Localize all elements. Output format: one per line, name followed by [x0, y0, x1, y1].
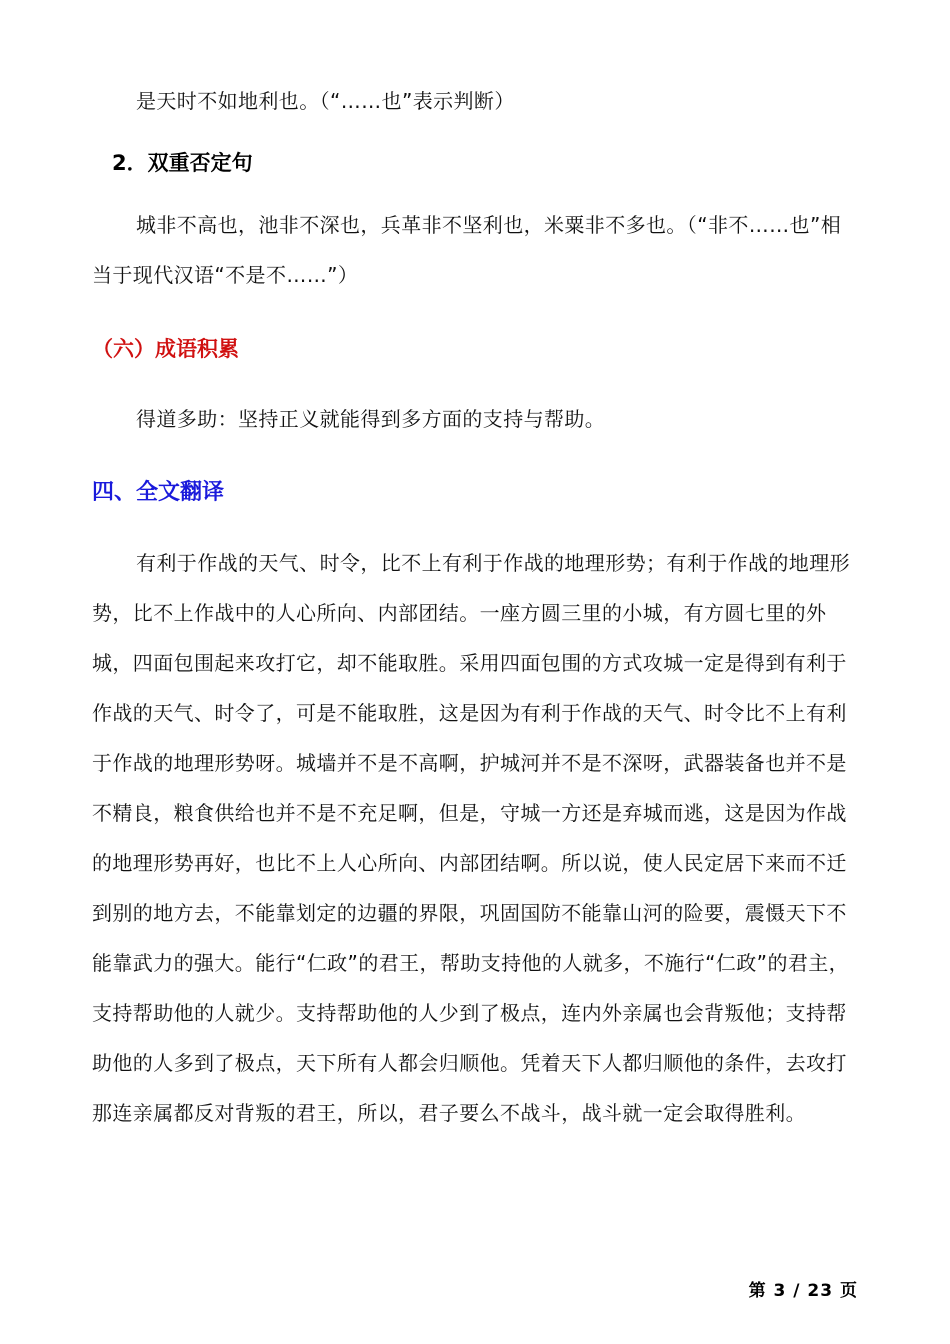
page-number-current: 3 — [773, 1281, 787, 1301]
page-number-suffix: 页 — [840, 1281, 858, 1301]
line-judgment-sentence: 是天时不如地利也。（“……也”表示判断） — [136, 89, 515, 113]
page-number-separator: / — [793, 1281, 801, 1301]
page-number-prefix: 第 — [748, 1281, 767, 1301]
paragraph-double-negation: 城非不高也，池非不深也，兵革非不坚利也，米粟非不多也。（“非不……也”相当于现代汉语“不是不……”） — [92, 213, 842, 287]
page-number-total: 23 — [807, 1281, 834, 1301]
heading-idioms: （六）成语积累 — [92, 337, 239, 361]
heading-full-translation: 四、全文翻译 — [92, 480, 225, 505]
page-number — [749, 1276, 858, 1301]
heading-double-negation: 2．双重否定句 — [112, 151, 253, 175]
paragraph-full-translation: 有利于作战的天气、时令，比不上有利于作战的地理形势；有利于作战的地理形势，比不上作战中的人心所向、内部团结。一座方圆三里的小城，有方圆七里的外城，四面包围起来攻打它，却不能取胜。采用四面包围的方式攻城一定是得到有利于作战的天气、时令了，可是不能取胜，这是因为有利于作战的天气、时令比不上有利于作战的地理形势呀。城墙并不是不高啊，护城河并不是不深呀，武器装备也并不是不精良，粮食供给也并不是不充足啊，但是，守城一方还是弃城而逃，这是因为作战的地理形势再好，也比不上人心所向、内部团结啊。所以说，使人民定居下来而不迁到别的地方去，不能靠划定的边疆的界限，巩固国防不能靠山河的险要，震慑天下不能靠武力的强大。能行“仁政”的君王，帮助支持他的人就多，不施行“仁政”的君主，支持帮助他的人就少。支持帮助他的人少到了极点，连内外亲属也会背叛他；支持帮助他的人多到了极点，天下所有人都会归顺他。凭着天下人都归顺他的条件，去攻打那连亲属都反对背叛的君王，所以，君子要么不战斗，战斗就一定会取得胜利。 — [92, 551, 850, 1125]
paragraph-idiom-definition: 得道多助：坚持正义就能得到多方面的支持与帮助。 — [136, 407, 606, 431]
